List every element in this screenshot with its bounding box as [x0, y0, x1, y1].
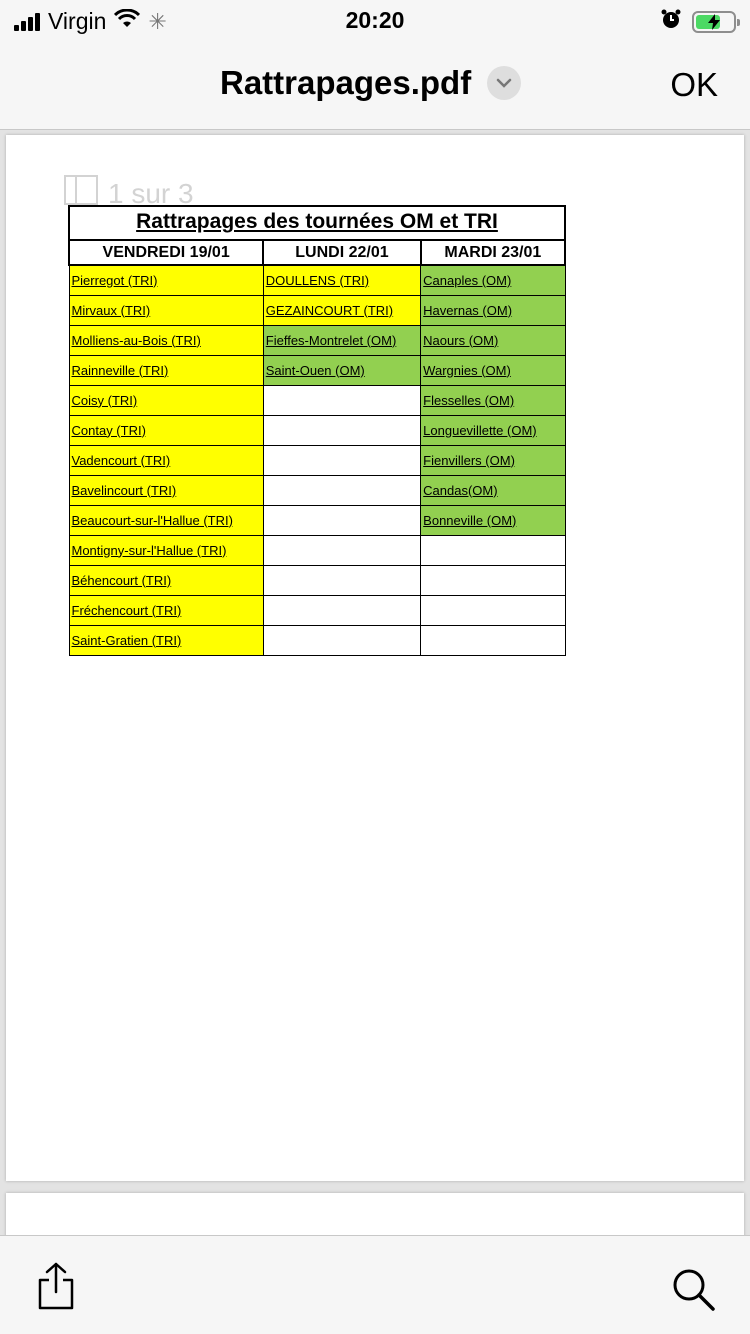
- status-bar: [0, 0, 750, 42]
- table-cell: Canaples (OM): [421, 265, 565, 295]
- table-cell: [263, 385, 420, 415]
- table-cell: Bonneville (OM): [421, 505, 565, 535]
- table-cell: Pierregot (TRI): [69, 265, 263, 295]
- pdf-page: [6, 135, 744, 1181]
- document-title-menu[interactable]: [220, 64, 521, 102]
- table-cell: [421, 625, 565, 655]
- table-cell: Bavelincourt (TRI): [69, 475, 263, 505]
- done-button[interactable]: OK: [670, 66, 718, 103]
- table-cell: [263, 505, 420, 535]
- table-cell: Molliens-au-Bois (TRI): [69, 325, 263, 355]
- table-cell: GEZAINCOURT (TRI): [263, 295, 420, 325]
- table-cell: Longuevillette (OM): [421, 415, 565, 445]
- table-row: [69, 445, 565, 475]
- search-button[interactable]: [670, 1266, 716, 1312]
- table-row: [69, 505, 565, 535]
- table-cell: Saint-Ouen (OM): [263, 355, 420, 385]
- bottom-toolbar: [0, 1235, 750, 1334]
- table-row: [69, 265, 565, 295]
- table-cell: Vadencourt (TRI): [69, 445, 263, 475]
- table-cell: Rainneville (TRI): [69, 355, 263, 385]
- page-indicator-label: 1 sur 3: [108, 177, 194, 209]
- table-cell: [263, 445, 420, 475]
- activity-icon: ✳: [148, 8, 167, 34]
- table-row: [69, 325, 565, 355]
- table-row: [69, 625, 565, 655]
- table-cell: Coisy (TRI): [69, 385, 263, 415]
- table-cell: Beaucourt-sur-l'Hallue (TRI): [69, 505, 263, 535]
- table-cell: Naours (OM): [421, 325, 565, 355]
- status-time: 20:20: [345, 7, 405, 33]
- table-cell: [421, 595, 565, 625]
- battery-icon: [692, 11, 736, 33]
- carrier-label: Virgin: [48, 8, 107, 34]
- table-row: [69, 385, 565, 415]
- search-icon: [670, 1300, 716, 1315]
- table-cell: Fieffes-Montrelet (OM): [263, 325, 420, 355]
- table-row: [69, 595, 565, 625]
- share-button[interactable]: [34, 1262, 78, 1312]
- nav-bar: [0, 42, 750, 130]
- table-row: [69, 355, 565, 385]
- table-row: [69, 475, 565, 505]
- table-header-row: [69, 240, 565, 265]
- table-cell: [263, 475, 420, 505]
- table-cell: [263, 565, 420, 595]
- table-cell: [421, 565, 565, 595]
- table-row: [69, 565, 565, 595]
- share-icon: [34, 1300, 78, 1315]
- column-header: LUNDI 22/01: [263, 240, 420, 265]
- table-cell: Saint-Gratien (TRI): [69, 625, 263, 655]
- table-cell: Montigny-sur-l'Hallue (TRI): [69, 535, 263, 565]
- schedule-title: Rattrapages des tournées OM et TRI: [68, 205, 566, 239]
- alarm-icon: [660, 8, 682, 35]
- column-header: VENDREDI 19/01: [69, 240, 263, 265]
- table-cell: DOULLENS (TRI): [263, 265, 420, 295]
- table-cell: Fréchencourt (TRI): [69, 595, 263, 625]
- table-cell: Havernas (OM): [421, 295, 565, 325]
- table-cell: Flesselles (OM): [421, 385, 565, 415]
- table-cell: Wargnies (OM): [421, 355, 565, 385]
- table-cell: Fienvillers (OM): [421, 445, 565, 475]
- table-row: [69, 295, 565, 325]
- status-right: [660, 8, 736, 35]
- table-cell: [263, 535, 420, 565]
- table-cell: [263, 625, 420, 655]
- chevron-down-icon[interactable]: [487, 66, 521, 100]
- pdf-page-next: [6, 1193, 744, 1235]
- document-title: Rattrapages.pdf: [220, 64, 472, 101]
- table-cell: [263, 595, 420, 625]
- table-row: [69, 535, 565, 565]
- table-cell: Contay (TRI): [69, 415, 263, 445]
- schedule-table: [68, 239, 566, 656]
- pdf-viewer[interactable]: [0, 131, 750, 1235]
- table-cell: Béhencourt (TRI): [69, 565, 263, 595]
- table-cell: [263, 415, 420, 445]
- table-row: [69, 415, 565, 445]
- table-cell: [421, 535, 565, 565]
- table-cell: Candas(OM): [421, 475, 565, 505]
- column-header: MARDI 23/01: [421, 240, 565, 265]
- table-cell: Mirvaux (TRI): [69, 295, 263, 325]
